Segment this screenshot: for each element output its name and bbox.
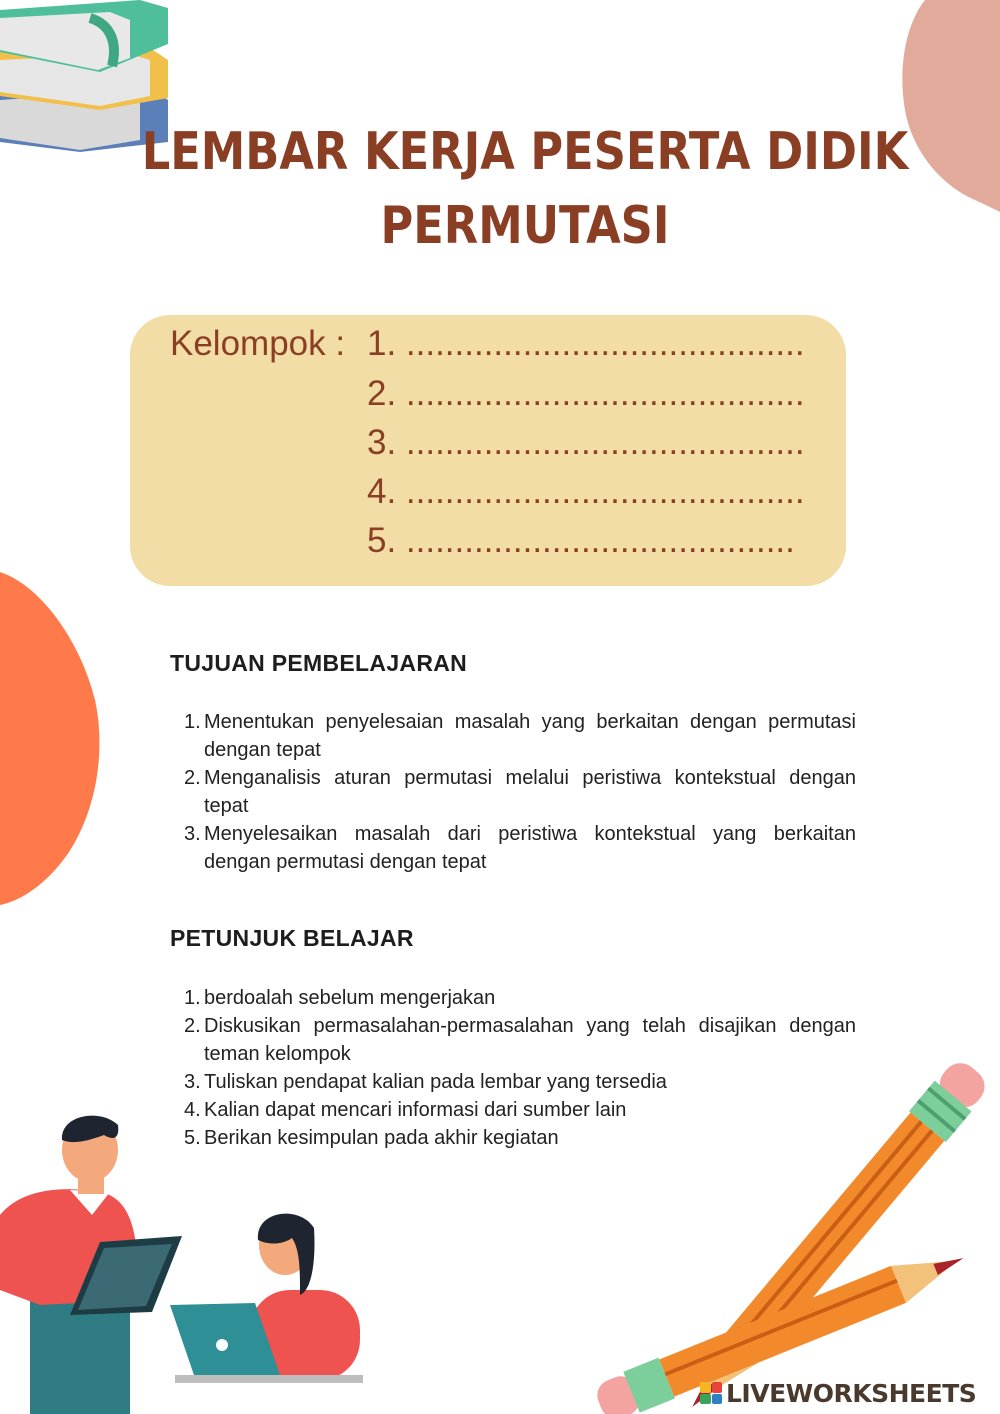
instructions-list	[170, 984, 856, 1152]
list-text: Menyelesaikan masalah dari peristiwa kontekstual yang berkaitan dengan permutasi dengan tepat	[204, 823, 856, 873]
list-item	[170, 764, 856, 820]
group-member-line-5[interactable]: 5. ........................................	[367, 521, 795, 560]
brand-name: LIVEWORKSHEETS	[726, 1378, 977, 1408]
liveworksheets-logo-icon	[700, 1382, 722, 1404]
group-label: Kelompok :	[170, 324, 346, 363]
list-number: 4.	[184, 1099, 201, 1121]
list-item	[170, 1124, 856, 1152]
objectives-heading: TUJUAN PEMBELAJARAN	[170, 650, 468, 676]
group-member-line-3[interactable]: 3. .........................................	[367, 423, 805, 462]
list-text: Diskusikan permasalahan-permasalahan yang telah disajikan dengan teman kelompok	[204, 1015, 856, 1065]
list-text: Berikan kesimpulan pada akhir kegiatan	[204, 1127, 559, 1149]
list-number: 2.	[184, 1015, 201, 1037]
orange-blob	[0, 572, 99, 905]
list-item	[170, 1096, 856, 1124]
group-member-line-1[interactable]: 1. .........................................	[367, 324, 805, 363]
group-member-line-4[interactable]: 4. .........................................	[367, 472, 805, 511]
objectives-list	[170, 708, 856, 876]
instructions-heading: PETUNJUK BELAJAR	[170, 925, 414, 951]
group-member-line-2[interactable]: 2. .........................................	[367, 374, 805, 413]
list-item	[170, 708, 856, 764]
list-number: 3.	[184, 823, 201, 845]
list-item	[170, 1068, 856, 1096]
list-number: 3.	[184, 1071, 201, 1093]
list-text: berdoalah sebelum mengerjakan	[204, 987, 496, 1009]
list-text: Menentukan penyelesaian masalah yang berkaitan dengan permutasi dengan tepat	[204, 711, 856, 761]
list-item	[170, 820, 856, 876]
list-text: Tuliskan pendapat kalian pada lembar yang tersedia	[204, 1071, 667, 1093]
list-item	[170, 1012, 856, 1068]
students-illustration	[0, 1116, 363, 1414]
list-number: 1.	[184, 987, 201, 1009]
list-number: 2.	[184, 767, 201, 789]
list-item	[170, 984, 856, 1012]
worksheet-subtitle: PERMUTASI	[380, 196, 670, 256]
worksheet-title: LEMBAR KERJA PESERTA DIDIK	[141, 122, 909, 182]
liveworksheets-brand[interactable]	[700, 1378, 976, 1408]
list-number: 1.	[184, 711, 201, 733]
list-text: Menganalisis aturan permutasi melalui peristiwa kontekstual dengan tepat	[204, 767, 856, 817]
list-text: Kalian dapat mencari informasi dari sumber lain	[204, 1099, 627, 1121]
list-number: 5.	[184, 1127, 201, 1149]
